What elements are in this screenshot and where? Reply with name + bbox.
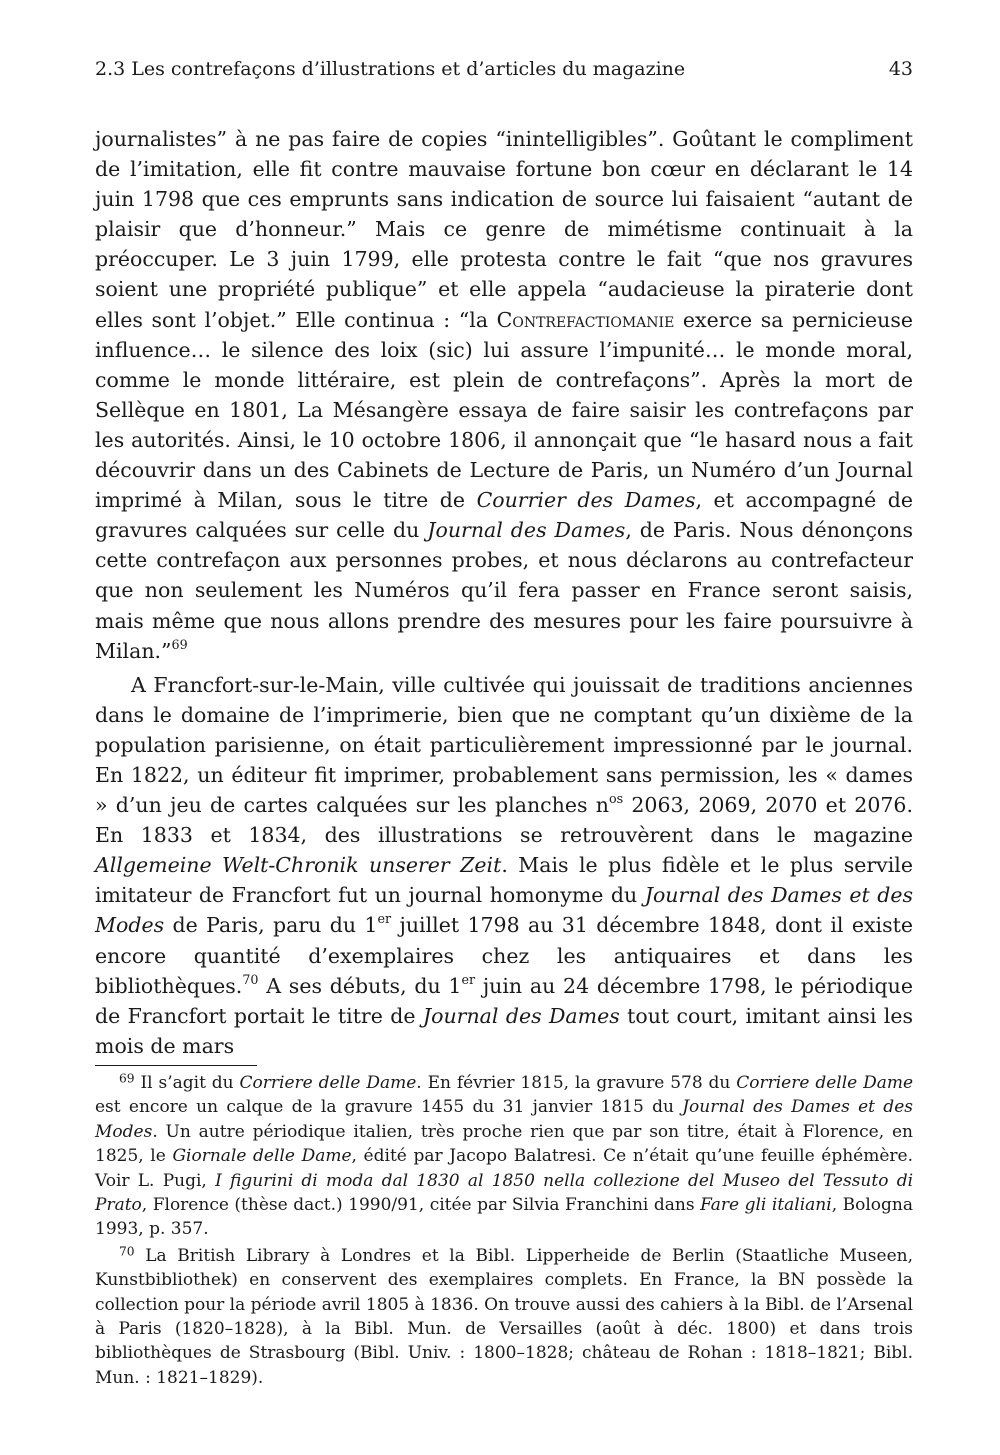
superscript: er xyxy=(377,911,392,927)
paragraph-2 xyxy=(95,670,913,1061)
superscript: er xyxy=(461,971,476,987)
text-run: de Paris, paru du 1 xyxy=(164,913,378,938)
text-run: , et accompagné de gravures calquées sur celle du xyxy=(95,488,914,543)
text-run: juin au 24 décembre 1798, le périodique de Francfort portait le titre de xyxy=(95,973,913,1028)
text-run: A Francfort-sur-le-Main, ville cultivée qui jouissait de traditions anciennes dans le domaine de l’imprimerie, bien que ne comptant qu’un dixième de la population parisienne, on était particulièrement impressionné par le journal. En 1822, un éditeur fit imprimer, probablement sans permission, les « dames » d’un jeu de cartes calquées sur les planches n xyxy=(95,672,913,818)
text-run: exerce sa pernicieuse influence… le silence des loix (sic) lui assure l’impunité… le monde moral, comme le monde littéraire, est plein de contrefaçons”. Après la mort de Sellèque en 1801, La Mésangère essaya de faire saisir les contrefaçons par les autorités. Ainsi, le 10 octobre 1806, il annonçait que “le hasard nous a fait découvrir dans un des Cabinets de Lecture de Paris, un Numéro d’un Journal imprimé à Milan, sous le titre de xyxy=(95,307,913,513)
text-run: tout court, imitant ainsi les mois de mars xyxy=(95,1003,913,1058)
italic-title: Corriere delle Dame xyxy=(239,1073,417,1093)
italic-title: Journal des Dames et des Modes xyxy=(95,883,914,938)
italic-title: Courrier des Dames xyxy=(476,488,696,513)
footnote-ref-70[interactable]: 70 xyxy=(242,971,259,987)
italic-title: Journal des Dames xyxy=(427,518,626,543)
text-run: , Bologna 1993, p. 357. xyxy=(95,1195,914,1240)
text-run: 2063, 2069, 2070 et 2076. En 1833 et 1834, des illustrations se retrouvèrent dans le magazine xyxy=(95,793,913,848)
text-run: . Un autre périodique italien, très proche rien que par son titre, était à Florence, en 1825, le xyxy=(95,1121,913,1167)
text-run: Il s’agit du xyxy=(134,1073,240,1093)
page-number: 43 xyxy=(888,58,913,80)
italic-title: Giornale delle Dame xyxy=(172,1146,352,1167)
footnote-69 xyxy=(95,1071,913,1242)
italic-title: Corriere delle Dame xyxy=(736,1073,914,1093)
italic-title: Fare gli italiani xyxy=(700,1195,832,1216)
small-caps-term: Contrefactiomanie xyxy=(496,307,675,332)
italic-title: I figurini di moda dal 1830 al 1850 nella collezione del Museo del Tessuto di Prato xyxy=(95,1170,914,1216)
footnote-number: 70 xyxy=(119,1244,135,1259)
text-run: journalistes” à ne pas faire de copies “inintelligibles”. Goûtant le compliment de l’imitation, elle fit contre mauvaise fortune bon cœur en déclarant le 14 juin 1798 que ces emprunts sans indication de source lui faisaient “autant de plaisir que d’honneur.” Mais ce genre de mimétisme continuait à la préoccuper. Le 3 juin 1799, elle protesta contre le fait “que nos gravures soient une propriété publique” et elle appela “audacieuse la piraterie dont elles sont l’objet.” Elle continua : “la xyxy=(95,127,913,332)
text-run: juillet 1798 au 31 décembre 1848, dont il existe encore quantité d’exemplaires chez les antiquaires et dans les bibliothèques. xyxy=(95,913,913,998)
text-run: A ses débuts, du 1 xyxy=(258,973,462,998)
text-run: , Florence (thèse dact.) 1990/91, citée par Silvia Franchini dans xyxy=(141,1195,701,1216)
italic-title: Journal des Dames xyxy=(422,1003,620,1028)
text-run: est encore un calque de la gravure 1455 du 31 janvier 1815 du xyxy=(95,1097,683,1118)
section-title: 2.3 Les contrefaçons d’illustrations et d’articles du magazine xyxy=(95,58,686,80)
italic-title: Journal des Dames et des Modes xyxy=(95,1097,913,1142)
running-header xyxy=(95,58,913,90)
text-run: , édité par Jacopo Balatresi. Ce n’était qu’une feuille éphémère. Voir L. Pugi, xyxy=(95,1146,913,1191)
text-run: . Mais le plus fidèle et le plus servile imitateur de Francfort fut un journal homonyme du xyxy=(95,853,913,908)
footnotes xyxy=(95,1071,913,1390)
footnote-70 xyxy=(95,1244,913,1390)
italic-title: Allgemeine Welt-Chronik unserer Zeit xyxy=(95,853,502,878)
text-run: . En février 1815, la gravure 578 du xyxy=(416,1073,737,1093)
text-run: La British Library à Londres et la Bibl. Lipperheide de Berlin (Staatliche Museen, Kunstbibliothek) en conservent des exemplaires complets. En France, la BN possède la collection pour la période avril 1805 à 1836. On trouve aussi des cahiers à la Bibl. de l’Arsenal à Paris (1820–1828), à la Bibl. Mun. de Versailles (août à déc. 1800) et dans trois bibliothèques de Strasbourg (Bibl. Univ. : 1800–1828; château de Rohan : 1818–1821; Bibl. Mun. : 1821–1829). xyxy=(95,1245,913,1388)
footnote-rule xyxy=(95,1065,257,1066)
footnote-number: 69 xyxy=(119,1071,135,1086)
superscript: os xyxy=(608,790,624,806)
paragraph-1 xyxy=(95,124,913,666)
text-run: , de Paris. Nous dénonçons cette contrefaçon aux personnes probes, et nous déclarons au contrefacteur que non seulement les Numéros qu’il fera passer en France seront saisis, mais même que nous allons prendre des mesures pour les faire poursuivre à Milan.” xyxy=(95,518,913,663)
footnote-ref-69[interactable]: 69 xyxy=(171,636,188,652)
body-text xyxy=(95,124,913,1061)
